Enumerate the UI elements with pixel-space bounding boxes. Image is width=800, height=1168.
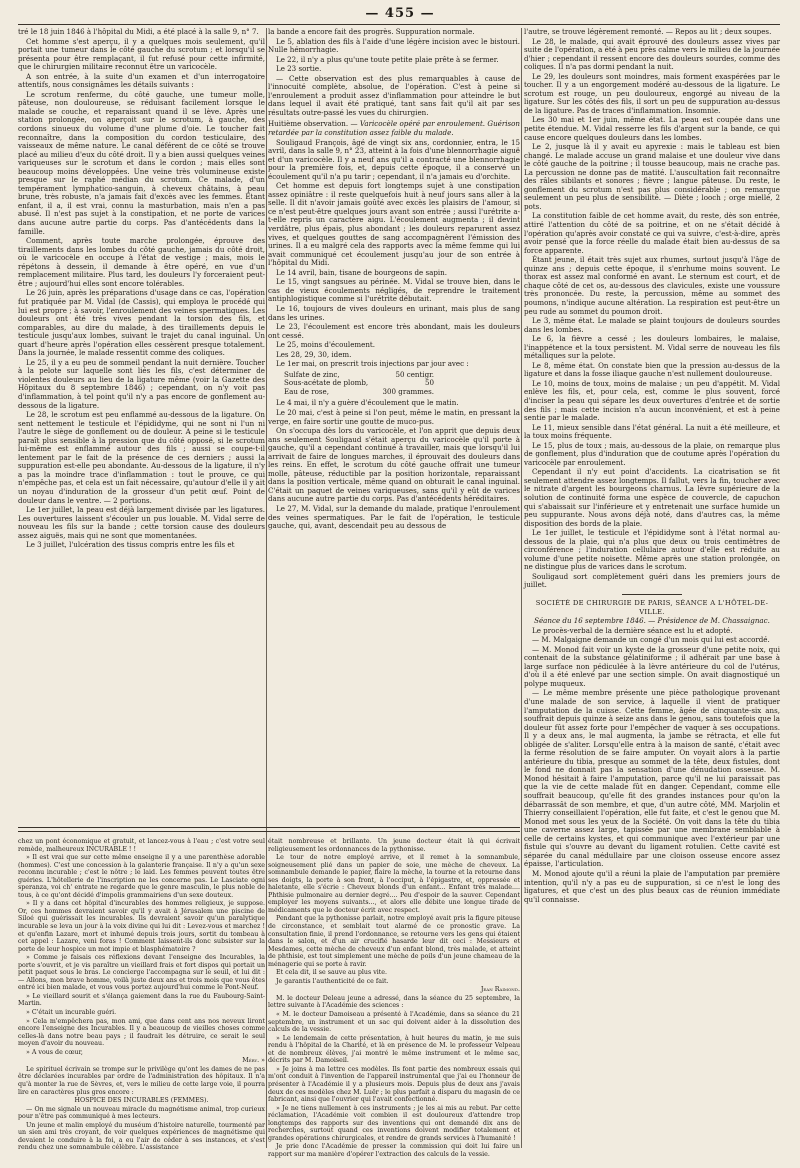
paragraph: Le 22, il n'y a plus qu'une toute petite plaie prête à se fermer. <box>276 54 499 64</box>
article-column-1 <box>18 28 265 798</box>
paragraph: M. le docteur Deleau jeune a adressé, dans la séance du 25 septembre, la lettre suivante à l'Académie des sciences : <box>268 994 520 1010</box>
observation-lead: Huitième observation. — <box>268 119 358 129</box>
paragraph: l'autre, se trouve légèrement remonté. — Repos au lit ; deux soupes. <box>524 27 772 36</box>
paragraph: Le 25, il y a eu peu de sommeil pendant la nuit dernière. Toucher à la pelote sur laquelle sont liés les fils, c'est déterminer de violentes douleurs au lieu de la ligature même (voir la Gazette des Hôpitaux du 8 septembre 1846) ; cependant, on n'y voit pas d'inflammation, à tel point qu'il n'y a pas encore de gonflement au-dessous de la ligature. <box>18 357 265 410</box>
paragraph: Les 28, 29, 30, idem. <box>276 349 352 359</box>
ingredient: Sous-acétate de plomb, <box>284 378 369 388</box>
paragraph: Je prie donc l'Académie de presser la commission qui doit lui faire un rapport sur ma manière d'opérer l'extraction des calculs de la vessie. <box>268 1143 520 1158</box>
paragraph: » Cela m'empêchera pas, mon ami, que dans cent ans nos neveux liront encore l'enseigne des Incurables. Il y a beaucoup de vieilles choses comme celles-là dans notre beau pays ; il faudrait les détruire, ce serait le seul moyen d'avoir du nouveau. <box>18 1017 265 1048</box>
paragraph: Étant jeune, il était très sujet aux rhumes, surtout jusqu'à l'âge de quinze ans ; depuis cette époque, il s'enrhume moins souvent. Le thorax est assez mal conformé en avant. Le sternum est court, et de chaque côté de cet os, au-dessous des clavicules, existe une voussure très prononcée. Du reste, la percussion, même au sommet des poumons, n'indique aucune altération. La respiration est peut-être un peu rude au sommet du poumon droit. <box>524 255 780 316</box>
paragraph: — Cette observation est des plus remarquables à cause de l'innocuité complète, absolue, de l'opération. C'est à peine si l'enroulement a produit assez d'inflammation pour atteindre le but dans lequel il avait été pratiqué, tant sans fait qu'il ait par ses résultats outre-passé les vues du chirurgien. <box>268 73 520 117</box>
paragraph: Le spirituel écrivain se trompe sur le privilège qu'ont les dames de ne pas être déclarées incurables par ordre de l'administration des hôpitaux. Il n'a qu'à monter la rue de Sèvres, et, vers le milieu de cette large voie, il pourra lire en caractères plus gros encore : <box>18 1065 265 1096</box>
paragraph: Les 30 mai et 1er juin, même état. La peau est coupée dans une petite étendue. M. Vidal resserre les fils d'argent sur la bande, ce qui cause encore quelques douleurs dans les lombes. <box>524 115 780 142</box>
dose: 50 <box>424 378 434 388</box>
paragraph: Le 6, la fièvre a cessé ; les douleurs lombaires, le malaise, l'inappétence et la toux persistent. M. Vidal serre de nouveau les fils métalliques sur la pelote. <box>524 334 780 361</box>
paragraph: Le 1er mai, on prescrit trois injections par jour avec : <box>276 359 469 369</box>
paragraph: chez un pont économique et gratuit, et lancez-vous à l'eau ; c'est votre seul remède, malheureux INCURABLE ! ! <box>18 838 265 853</box>
paragraph: Et cela dit, il se sauve au plus vite. <box>276 969 388 977</box>
paragraph: était nombreuse et brillante. Un jeune docteur était là qui écrivait religieusement les ordonnances de la pythonisse. <box>268 838 520 853</box>
paragraph: Le 1er juillet, le testicule et l'épididyme sont à l'état normal au-dessous de la plaie, qui n'a plus que deux ou trois centimètres de circonférence ; l'induration cellulaire autour d'elle est réduite au volume d'une petite noisette. Même après une station prolongée, on ne distingue plus de varices dans le scrotum. <box>524 528 780 572</box>
paragraph: » Je ne tiens nullement à ces instruments ; je les ai mis au rebut. Par cette réclamation, l'Académie voit combien il est douloureux d'attendre trop longtemps des rapports sur des inventions qui ont demandé dix ans de recherches, surtout quand ces inventions doivent modifier totalement et grandes opérations chirurgicales, et rendre de grands services à l'humanité ! <box>268 1104 520 1142</box>
feuilleton-rule <box>18 827 520 832</box>
column-divider <box>266 28 267 1148</box>
article-column-3 <box>524 28 780 1148</box>
society-session: Séance du 16 septembre 1846. — Présidence de M. Chassaignac. <box>534 616 770 626</box>
paragraph: Le 8, même état. On constate bien que la pression au-dessus de la ligature et dans la fosse iliaque gauche n'est nullement douloureuse. <box>524 360 780 379</box>
paragraph: — M. Monod fait voir un kyste de la grosseur d'une petite noix, qui contenait de la substance gélatiniforme ; il adhérait par une base à large surface non pédiculée à la lèvre antérieure du col de l'utérus, d'où il a été enlevé par une section simple. On avait diagnostiqué un polype muqueux. <box>524 644 780 688</box>
paragraph: Le 4 mai, il n'y a guère d'écoulement que le matin. <box>276 398 459 408</box>
hospice-label: HOSPICE DES INCURABLES (FEMMES). <box>74 1097 209 1105</box>
paragraph: — On me signale un nouveau miracle du magnétisme animal, trop curieux pour n'être pas communiqué à mes lecteurs. <box>18 1105 265 1121</box>
paragraph: A son entrée, à la suite d'un examen et d'un interrogatoire attentifs, nous consignâmes les détails suivants : <box>18 71 265 90</box>
prescription-row <box>284 388 434 397</box>
ingredient: Eau de rose, <box>284 386 329 396</box>
paragraph: tré le 18 juin 1846 à l'hôpital du Midi, a été placé à la salle 9, n° 7. <box>18 27 259 36</box>
paragraph: Le 14 avril, bain, tisane de bourgeons de sapin. <box>276 267 447 277</box>
paragraph: Le 20 mai, c'est à peine si l'on peut, même le matin, en pressant la verge, en faire sortir une goutte de muco-pus. <box>268 407 520 426</box>
paragraph: Le 23 sortie. <box>276 64 322 74</box>
paragraph: Cet homme est depuis fort longtemps sujet à une constipation assez opiniâtre : il reste quelquefois huit à neuf jours sans aller à la selle. Il dit n'avoir jamais goûté avec excès les plaisirs de l'amour, si ce n'est peut-être quelques jours avant son entrée ; aussi l'urétrite a-t-elle repris un caractère aigu. L'écoulement augmenta ; il devint verdâtre, plus épais, plus abondant ; les douleurs reparurent assez vives, et quelques gouttes de sang accompagnèrent l'émission des urines. Il a eu malgré cela des rapports avec la même femme qui lui avait communiqué cet écoulement jusqu'au jour de son entrée à l'hôpital du Midi. <box>268 181 520 268</box>
article-column-2 <box>268 28 520 821</box>
paragraph: Le scrotum renferme, du côté gauche, une tumeur molle, pâteuse, non douloureuse, se réduisant facilement lorsque le malade se couche, et reparaissant quand il se lève. Après une station prolongée, on aperçoit sur le scrotum, à gauche, des cordons sinueux du volume d'une plume d'oie. Le toucher fait reconnaître, dans la composition du cordon testiculaire, des vaisseaux de même nature. Le canal déférent de ce côté se trouve placé au milieu d'eux du côté droit. Il y a bien aussi quelques veines variqueuses sur le scrotum et dans le cordon ; mais elles sont beaucoup moins développées. Une veine très volumineuse existe presque sur le raphé médian du scrotum. Ce malade, d'un tempérament lymphatico-sanguin, à cheveux châtains, à peau brune, très robuste, n'a jamais fait d'excès avec les femmes. Étant enfant, il a, il est vrai, connu la masturbation, mais n'en a pas abusé. Il n'est pas sujet à la constipation, et ne porte de varices dans aucune autre partie du corps. Pas d'antécédents dans la famille. <box>18 89 265 236</box>
paragraph: — Le même membre présente une pièce pathologique provenant d'une malade de son service, à laquelle il vient de pratiquer l'amputation de la cuisse. Cette femme, âgée de cinquante-six ans, souffrait depuis quinze à seize ans dans le genou, sans toutefois que la douleur fût assez forte pour l'empêcher de vaquer à ses occupations. Il y a deux ans, le mal augmenta, la jambe se rétracta, et elle fut obligée de s'aliter. Lorsqu'elle entra à la maison de santé, c'était avec la ferme résolution de se faire amputer. On voyait alors à la partie antérieure du tibia, presque au sommet de la tête, deux fistules, dont le fond ne donnait pas la sensation d'une dénudation osseuse. M. Monod hésitait à faire l'amputation, parce qu'il ne lui paraissait pas que la vie de cette malade fût en danger. Cependant, comme elle souffrait beaucoup, qu'elle fit des grandes instances pour qu'on la débarrassât de son membre, et que, d'un autre côté, MM. Marjolin et Thierry conseillaient l'opération, elle fut faite, et c'est le genou que M. Monod met sous les yeux de la Société. On voit dans la tête du tibia une caverne assez large, tapissée par une membrane semblable à celle de certains kystes, et qui communique avec l'extérieur par une fistule qui s'ouvre au devant du ligament rotulien. Cette cavité est séparée du canal médullaire par une cloison osseuse encore assez épaisse, l'articulation. <box>524 688 780 869</box>
feuilleton-column-1 <box>18 838 265 1152</box>
paragraph: Cependant il n'y eut point d'accidents. La cicatrisation se fit seulement attendre assez longtemps. Il fallut, vers la fin, toucher avec le nitrate d'argent les bourgeons charnus. La lèvre supérieure de la solution de continuité forma une espèce de couvercle, de capuchon qui s'abaissait sur l'inférieure et y entretenait une surface humide un peu suppurante. Nous avons déjà noté, dans d'autres cas, la même disposition des bords de la plaie. <box>524 467 780 528</box>
paragraph: Pendant que la pythonisse parlait, notre employé avait pris la figure piteuse de circonstance, et semblait tout alarmé de ce pronostic grave. La consultation finie, il prend l'ordonnance, se retourne vers les gens qui étaient dans le salon, et d'un air crucifié hasarde leur dit ceci : Messieurs et Mesdames, cette mèche de cheveux d'un enfant blond, très malade, et atteint de phthisie, est tout simplement une mèche de poils d'un jeune chameau de la ménagerie qui se porte à ravir. <box>268 915 520 968</box>
paragraph: Le procès-verbal de la dernière séance est lu et adopté. <box>532 625 733 635</box>
paragraph: Le 3 juillet, l'ulcération des tissus compris entre les fils et <box>26 540 235 550</box>
paragraph: » Il y a dans cet hôpital d'incurables des hommes religieux, je suppose. Or, ces hommes devraient savoir qu'il y avait à Jérusalem une piscine de Siloé qui guérissait les incurables. Ils devraient savoir qu'un paralytique incurable se leva un jour à la voix divine qui lui dit : Levez-vous et marchez ! et qu'enfin Lazare, mort et inhumé depuis trois jours, sortit du tombeau à cet appel : Lazare, veni foras ! Comment laissent-ils donc subsister sur la porte de leur hospice un mot impie et blasphématoire ? <box>18 900 265 953</box>
page-number: — 455 — <box>365 6 435 21</box>
paragraph: Le tour de notre employé arrive, et il remet à la somnambule, soigneusement plié dans un papier de soie, une mèche de cheveux. La somnambule demande le papier, flaire la mèche, la tourne et la retourne dans ses doigts, la porte à son front, à l'occiput, à l'épigastre, et, oppressée et haletante, elle s'écrie : Cheveux blonds d'un enfant... Enfant très malade.... Phthisie pulmonaire au dernier degré.... Peu d'espoir de la sauver. Cependant employer les moyens suivants..., et alors elle débite une longue tirade de médicaments que le docteur écrit avec respect. <box>268 854 520 914</box>
paragraph: — M. Malgaigne demande un congé d'un mois qui lui est accordé. <box>532 635 770 645</box>
paragraph: Le 16, toujours de vives douleurs en urinant, mais plus de sang dans les urines. <box>268 303 520 322</box>
paragraph: » C'était un incurable guéri. <box>26 1009 117 1017</box>
paragraph: Le 28, le scrotum est peu enflammé au-dessous de la ligature. On sent nettement le testicule et l'épididyme, qui ne sont ni l'un ni l'autre le siège de gonflement ou de douleur. A peine si le testicule paraît plus sensible à la pression que du côté opposé, si le scrotum lui-même est enflammé autour des fils ; aussi se coupe-t-il lentement par le fait de la présence de ces derniers ; aussi la suppuration est-elle peu abondante. Au-dessous de la ligature, il n'y a pas la moindre trace d'inflammation : tout le prouve, ce qui n'empêche pas, et cela est un fait nécessaire, qu'autour d'elle il y ait un noyau d'induration de la grosseur d'un petit œuf. Point de douleur dans le ventre. — 2 portions. <box>18 410 265 505</box>
paragraph: la bande a encore fait des progrès. Suppuration normale. <box>268 27 475 36</box>
paragraph: » Le lendemain de cette présentation, à huit heures du matin, je me suis rendu à l'hôpital de la Charité, et là en présence de M. le professeur Velpeau et de nombreux élèves, j'ai montré le même instrument et le même sac, décrits par M. Damoiseil. <box>268 1034 520 1065</box>
paragraph: Le 11, mieux sensible dans l'état général. La nuit a été meilleure, et la toux moins fréquente. <box>524 422 780 441</box>
ingredient: Sulfate de zinc, <box>284 369 340 379</box>
dose: 50 centigr. <box>395 369 434 379</box>
paragraph: « M. le docteur Damoiseau a présenté à l'Académie, dans sa séance du 21 septembre, un instrument et un sac qui doivent aider à la dissolution des calculs de la vessie. <box>268 1011 520 1034</box>
paragraph: Le 5, ablation des fils à l'aide d'une légère incision avec le bistouri. Nulle hémorrhagie. <box>268 36 520 55</box>
paragraph: Le 10, moins de toux, moins de malaise ; un peu d'appétit. M. Vidal enlève les fils, et, pour cela, est, comme le plus souvent, forcé d'inciser la peau qui sépare les deux ouvertures d'entrée et de sortie des fils ; mais cette incision n'a aucun inconvénient, et est à peine sentie par le malade. <box>524 378 780 423</box>
paragraph: On s'occupa dès lors du varicocèle, et l'on apprit que depuis deux ans seulement Souligaud s'était aperçu du varicocèle qu'il porte à gauche, qu'il a cependant continué à travailler, mais que lorsqu'il lui arrivait de faire de longues marches, il éprouvait des douleurs dans les reins. En effet, le scrotum du côté gauche offrait une tumeur molle, pâteuse, réductible par la position horizontale, reparaissant dans la position verticale, même quand on obturait le canal inguinal. C'était un paquet de veines variqueuses, sans qu'il y eût de varices dans aucune autre partie du corps. Pas d'antécédents héréditaires. <box>268 426 520 504</box>
paragraph: Le 27, M. Vidal, sur la demande du malade, pratique l'enroulement des veines spermatiques. Par le fait de l'opération, le testicule gauche, qui, avant, descendait peu au dessous de <box>268 503 520 531</box>
header-rule <box>18 24 780 25</box>
paragraph: Le 29, les douleurs sont moindres, mais forment exaspérées par le toucher. Il y a un engorgement modéré au-dessous de la ligature. Le scrotum est rouge, un peu douloureux, engorgé au niveau de la ligature. Sur les côtés des fils, il sort un peu de suppuration au-dessus de la ligature. Pas de traces d'inflammation. Insomnie. <box>524 71 780 115</box>
paragraph: Le 25, moins d'écoulement. <box>276 340 375 350</box>
observation-title: Varicocèle opéré par enroulement. Guérison retardée par la constitution assez faible du malade. <box>268 119 520 138</box>
paragraph: Le 15, vingt sangsues au périnée. M. Vidal se trouve bien, dans le cas de vieux écoulements négligés, de reprendre le traitement antiphlogistique comme si l'urétrite débutait. <box>268 277 520 304</box>
paragraph: Cet homme s'est aperçu, il y a quelques mois seulement, qu'il portait une tumeur dans le côté gauche du scrotum ; et lorsqu'il se présenta pour être remplaçant, il fut refusé pour cette infirmité, que le chirurgien militaire reconnut être un varicocèle. <box>18 36 265 72</box>
paragraph: Le 3, même état. Le malade se plaint toujours de douleurs sourdes dans les lombes. <box>524 316 780 334</box>
paragraph: » Je joins à ma lettre ces modèles. Ils font partie des nombreux essais qui m'ont conduit à l'invention de l'appareil instrumental que j'ai eu l'honneur de présenter à l'Académie il y a plusieurs mois. Depuis plus de deux ans j'avais deux de ces modèles chez M. Luër ; le plus parfait a disparu du magasin de ce fabricant, ainsi que l'ouvrier qui l'avait confectionné. <box>268 1065 520 1104</box>
paragraph: Un jeune et malin employé du muséum d'histoire naturelle, tourmenté par un sien ami très croyant, de voir quelques expériences de magnétisme qui devaient le conduire à la foi, a eu l'air de céder à ses instances, et s'est rendu chez une somnambule célèbre. L'assistance <box>18 1121 265 1152</box>
paragraph: Le 26 juin, après les préparations d'usage dans ce cas, l'opération fut pratiquée par M. Vidal (de Cassis), qui employa le procédé qui lui est propre ; à savoir, l'enroulement des veines spermatiques. Les douleurs ont été très vives pendant la torsion des fils, et comparables, au dire du malade, à des tiraillements depuis le testicule jusqu'aux lombes, suivant le trajet du canal inguinal. Un quart d'heure après l'opération elles cessèrent presque totalement. Dans la journée, le malade ressentit comme des coliques. <box>18 288 265 358</box>
paragraph: M. Monod ajoute qu'il a réuni la plaie de l'amputation par première intention, qu'il n'y a pas eu de suppuration, si ce n'est le long des ligatures, et que c'est un des plus beaux cas de réunion immédiate qu'il connaisse. <box>524 868 780 904</box>
paragraph: La constitution faible de cet homme avait, du reste, dès son entrée, attiré l'attention du côté de sa poitrine, et on ne s'était décidé à l'opération qu'après avoir constaté ce qui va suivre, c'est-à-dire, après avoir pensé que la force réelle du malade était bien au-dessus de sa force apparente. <box>524 211 780 255</box>
paragraph: Comment, après toute marche prolongée, éprouve des tiraillements dans les lombes du côté gauche, jamais du côté droit, où le varicocèle en occupe à l'état de vestige ; mais, mois le répétons à dessein, il demande à être opéré, en vue d'un remplacement militaire. Plus tard, les douleurs l'y forceraient peut-être ; aujourd'hui elles sont encore tolérables. <box>18 236 265 288</box>
column-divider <box>521 28 522 1148</box>
paragraph: » Le vieillard sourit et s'élança gaiement dans la rue du Faubourg-Saint-Martin. <box>18 992 265 1008</box>
society-heading: SOCIÉTÉ DE CHIRURGIE DE PARIS, SÉANCE A L'HÔTEL-DE-VILLE. <box>535 599 769 616</box>
signature: Jean Raimond. <box>480 986 520 994</box>
paragraph: Le 23, l'écoulement est encore très abondant, mais les douleurs ont cessé. <box>268 322 520 340</box>
paragraph: » A vous de cœur, <box>26 1048 83 1056</box>
feuilleton-column-2 <box>268 838 520 1158</box>
observation-heading <box>268 120 520 137</box>
paragraph: Le 28, le malade, qui avait éprouvé des douleurs assez vives par suite de l'opération, a été à peu près calme vers le milieu de la journée d'hier ; cependant il ressent encore des douleurs sourdes, comme des coliques. Il n'a pas dormi pendant la nuit. <box>524 36 780 72</box>
paragraph: » Comme je faisais ces réflexions devant l'enseigne des Incurables, la porte s'ouvrit, et je vis paraître un vieillard frais et fort dispos qui portait un petit paquet sous le bras. Le concierge l'accompagna sur le seuil, et lui dit : — Allons, mon brave homme, voilà juste deux ans et trois mois que vous êtes entré ici bien malade, et vous vous portez aujourd'hui comme le Pont-Neuf. <box>18 954 265 992</box>
signature: Méry. » <box>242 1057 265 1065</box>
paragraph: Le 2, jusque là il y avait eu apyrexie : mais le tableau est bien changé. Le malade accuse un grand malaise et une douleur vive dans le côté gauche de la poitrine ; il tousse beaucoup, mais ne crache pas. La percussion ne donne pas de matité. L'auscultation fait reconnaître des râles sibilants et sonores ; fièvre ; langue pâteuse. Du reste, le gonflement du scrotum n'est pas plus considérable ; on remarque seulement un peu plus de sensibilité. — Diète ; looch ; orge miellé, 2 pots. <box>524 142 780 211</box>
section-rule <box>622 594 682 595</box>
prescription <box>284 371 520 397</box>
paragraph: Le 1er juillet, la peau est déjà largement divisée par les ligatures. Les ouvertures laissent s'écouler un pus louable. M. Vidal serre de nouveau les fils sur la bande ; cette torsion cause des douleurs assez aiguës, mais qui ne sont que momentanées. <box>18 505 265 540</box>
paragraph: Souligaud François, âgé de vingt six ans, cordonnier, entra, le 15 avril, dans la salle 9, n° 23, atteint à la fois d'une blennorrhagie aiguë et d'un varicocèle. Il y a neuf ans qu'il a contracté une blennorrhagie pour la première fois, et, depuis cette époque, il a conservé un écoulement qu'il n'a pu tarir ; cependant, il n'a jamais eu d'orchite. <box>268 137 520 181</box>
paragraph: Souligaud sort complètement guéri dans les premiers jours de juillet. <box>524 571 780 590</box>
paragraph: Le 15, plus de toux ; mais, au-dessous de la plaie, on remarque plus de gonflement, plus d'induration que de coutume après l'opération du varicocèle par enroulement. <box>524 440 780 467</box>
paragraph: Je garantis l'authenticité de ce fait. <box>276 977 389 985</box>
paragraph: » Il est vrai que sur cette même enseigne il y a une parenthèse adorable (hommes). C'est une concession à la galanterie française. Il n'y a qu'un sexe reconnu incurable ; c'est le nôtre ; le laid. Les femmes peuvent toutes être guéries. L'hôtellerie de l'inscription ne les concerne pas. Le Lasciate ogni speranza, voi ch' entrate ne regarde que le genre masculin, le plus noble de tous, à ce qu'ont décidé d'impolis grammairiens d'un sexe douteux. <box>18 854 265 899</box>
dose: 300 grammes. <box>382 386 434 396</box>
